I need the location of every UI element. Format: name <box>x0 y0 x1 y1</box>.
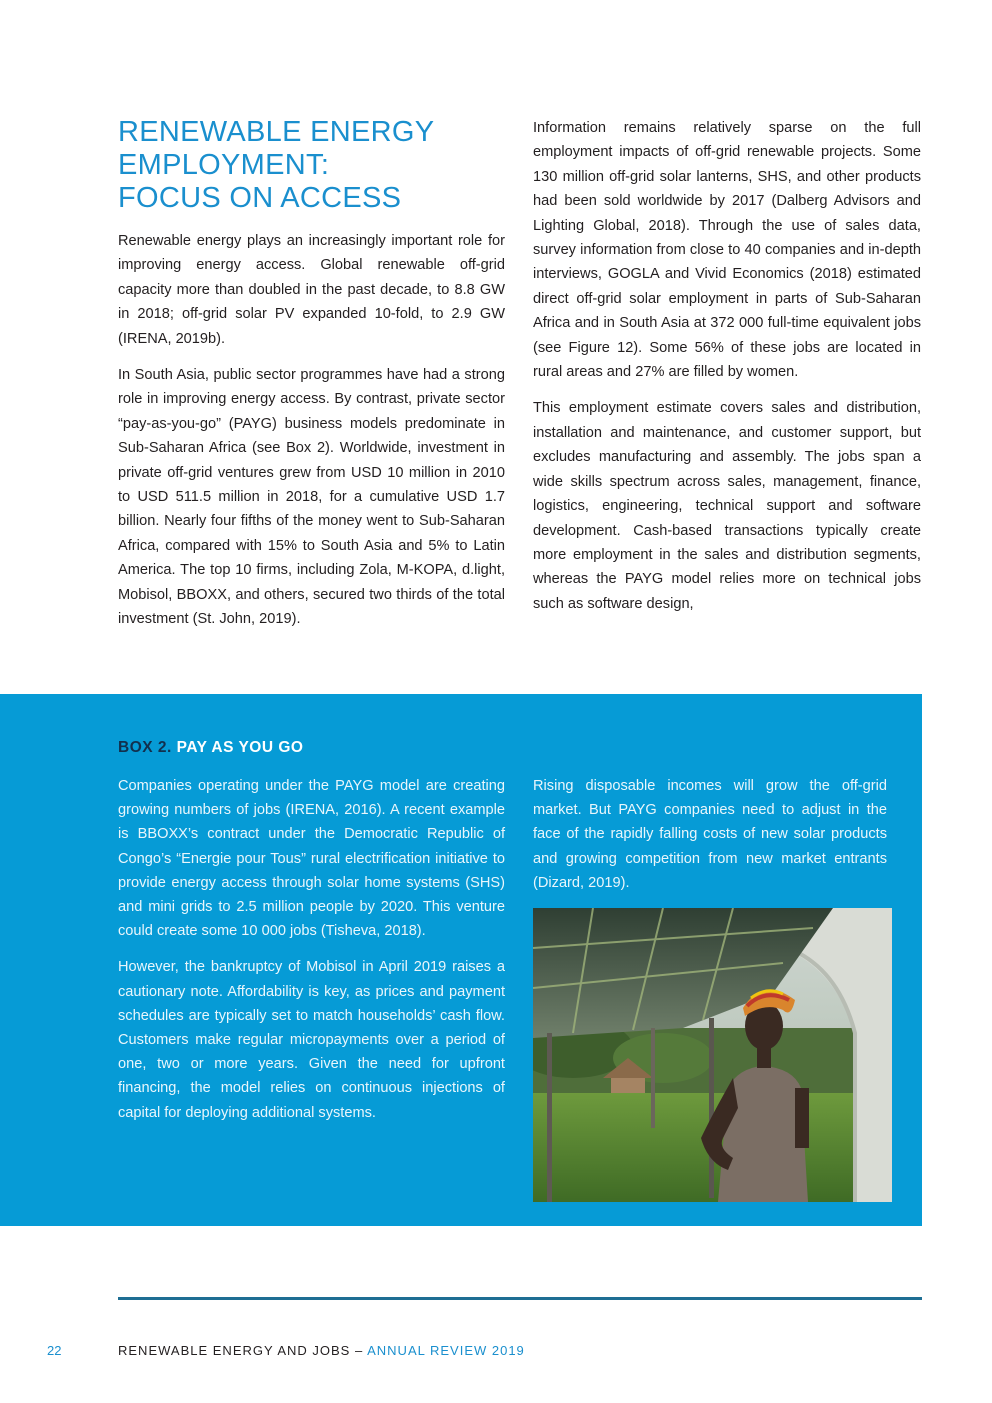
heading-line: FOCUS ON ACCESS <box>118 182 402 214</box>
body-paragraph: Renewable energy plays an increasingly important role for improving energy access. Global renewable off-grid capacity more than doubled in the past decade, to 8.8 GW in 2018; off-grid solar PV expanded 10-fold, to 2.9 GW (IRENA, 2019b). <box>118 233 505 347</box>
footer-separator: – <box>354 1343 364 1358</box>
box-left-column <box>118 774 505 1137</box>
photo-illustration <box>533 908 892 1202</box>
box-right-column <box>533 774 887 907</box>
body-paragraph: Information remains relatively sparse on the full employment impacts of off-grid renewable projects. Some 130 million off-grid solar lanterns, SHS, and other products had been sold worldwide by 2017 (Dalberg Advisors and Lighting Global, 2018). Through the use of sales data, survey information from close to 40 companies and in-depth interviews, GOGLA and Vivid Economics (2018) estimated direct off-grid solar employment in parts of Sub-Saharan Africa and in South Asia at 372 000 full-time equivalent jobs (see Figure 12). Some 56% of these jobs are located in rural areas and 27% are filled by women. <box>533 120 921 381</box>
footer-rule <box>118 1297 922 1300</box>
heading-line: EMPLOYMENT: <box>118 149 330 181</box>
running-footer <box>118 1343 525 1358</box>
body-paragraph: In South Asia, public sector programmes have had a strong role in improving energy access. By contrast, private sector “pay-as-you-go” (PAYG) business models predominate in Sub-Saharan Africa (see Box 2). Worldwide, investment in private off-grid ventures grew from USD 10 million in 2010 to USD 511.5 million in 2018, for a cumulative USD 1.7 billion. Nearly four fifths of the money went to Sub-Saharan Africa, compared with 15% to South Asia and 5% to Latin America. The top 10 firms, including Zola, M-KOPA, d.light, Mobisol, BBOXX, and others, secured two thirds of the total investment (St. John, 2019). <box>118 367 505 628</box>
solar-panel-photo <box>533 908 892 1202</box>
article-left-column <box>118 116 505 644</box>
article-right-column <box>533 116 921 628</box>
page-number: 22 <box>47 1343 62 1358</box>
box-paragraph: Rising disposable incomes will grow the off-grid market. But PAYG companies need to adjust in the face of the rapidly falling costs of new solar products and growing competition from new market entrants (Dizard, 2019). <box>533 778 887 891</box>
section-heading <box>118 116 505 215</box>
box-name: PAY AS YOU GO <box>176 739 304 756</box>
publication-title: RENEWABLE ENERGY AND JOBS <box>118 1343 351 1358</box>
heading-line: RENEWABLE ENERGY <box>118 116 435 148</box>
box-paragraph: However, the bankruptcy of Mobisol in April 2019 raises a cautionary note. Affordability is key, as prices and payment schedules are typically set to match households’ cash flow. Customers make regular micropayments over a period of one, two or more years. Given the need for upfront financing, the model relies on continuous injections of capital for deploying additional systems. <box>118 959 505 1121</box>
body-paragraph: This employment estimate covers sales and distribution, installation and maintenance, and customer support, but excludes manufacturing and assembly. The jobs span a wide skills spectrum across sales, management, finance, logistics, engineering, technical support and software development. Cash-based transactions typically create more employment in the sales and distribution segments, whereas the PAYG model relies more on technical jobs such as software design, <box>533 400 921 612</box>
box-paragraph: Companies operating under the PAYG model are creating growing numbers of jobs (IRENA, 2016). A recent example is BBOXX’s contract under the Democratic Republic of Congo’s “Energie pour Tous” rural electrification initiative to provide energy access through solar home systems (SHS) and mini grids to 2.5 million people by 2020. This venture could create some 10 000 jobs (Tisheva, 2018). <box>118 778 505 940</box>
review-title: ANNUAL REVIEW 2019 <box>367 1343 525 1358</box>
box-label: BOX 2. <box>118 739 172 756</box>
box-title <box>118 739 303 757</box>
